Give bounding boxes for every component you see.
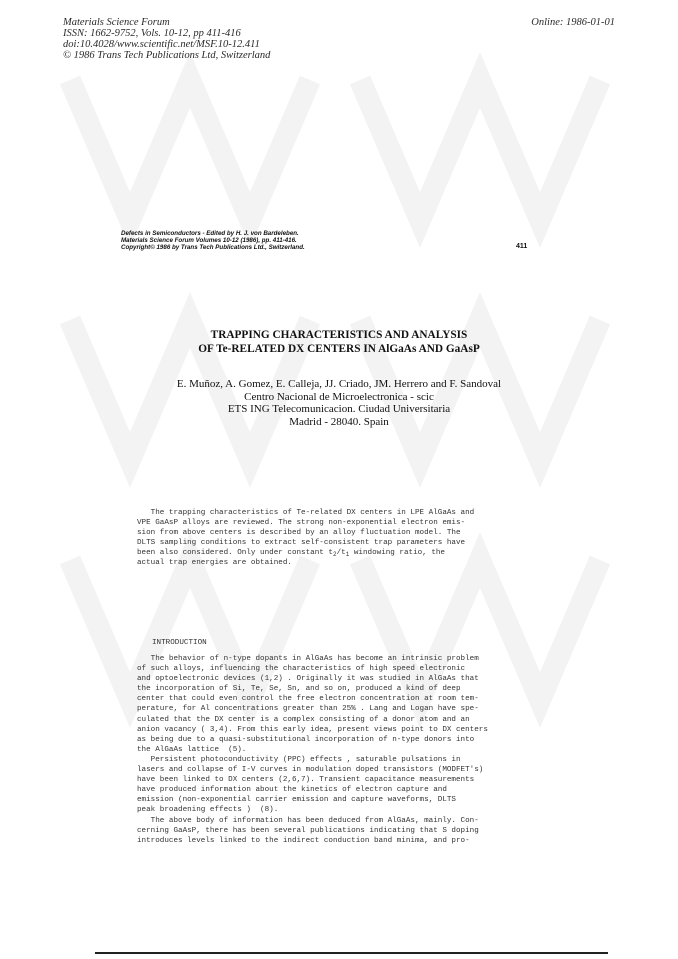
abstract: [137, 508, 474, 569]
body-line: and optoelectronic devices (1,2) . Originally it was studied in AlGaAs that: [137, 675, 479, 684]
section-heading: INTRODUCTION: [152, 639, 207, 647]
body-line: lasers and collapse of I-V curves in modulation doped transistors (MODFET's): [137, 766, 484, 775]
body-line: Persistent photoconductivity (PPC) effects , saturable pulsations in: [137, 755, 461, 764]
introduction-body: [137, 654, 488, 846]
body-line: The behavior of n-type dopants in AlGaAs has become an intrinsic problem: [137, 655, 479, 663]
body-line: as being due to a quasi-substitutional incorporation of n-type donors into: [137, 735, 475, 744]
proceedings-line: Copyright© 1986 by Trans Tech Publications Ltd., Switzerland.: [121, 243, 305, 251]
body-line: anion vacancy ( 3,4). From this early idea, present views point to DX centers: [137, 725, 488, 734]
affiliation: ETS ING Telecomunicacion. Ciudad Universitaria: [227, 403, 451, 415]
abstract-line: sion from above centers is described by an alloy fluctuation model. The: [137, 529, 461, 538]
doi-line: doi:10.4028/www.scientific.net/MSF.10-12.411: [63, 39, 260, 50]
paper-title: [0, 328, 678, 356]
footer-rule: [95, 952, 608, 954]
abstract-fragment: /t: [336, 549, 346, 558]
publication-info: [63, 17, 270, 61]
body-line: emission (non-exponential carrier emission and capture waveforms, DLTS: [137, 796, 456, 805]
copyright-line: © 1986 Trans Tech Publications Ltd, Switzerland: [63, 50, 271, 61]
address: Madrid - 28040. Spain: [289, 415, 389, 428]
body-line: the incorporation of Si, Te, Se, Sn, and so on, produced a kind of deep: [137, 685, 461, 694]
abstract-line: actual trap energies are obtained.: [137, 559, 292, 568]
abstract-line: been also considered. Only under constant t: [137, 549, 333, 558]
affiliation: Centro Nacional de Microelectronica - scic: [244, 390, 434, 403]
body-line: have been linked to DX centers (2,6,7). Transient capacitance measurements: [137, 776, 475, 785]
body-line: culated that the DX center is a complex consisting of a donor atom and an: [137, 715, 470, 724]
title-line-2: OF Te-RELATED DX CENTERS IN AlGaAs AND GaAsP: [198, 343, 480, 355]
issn-line: ISSN: 1662-9752, Vols. 10-12, pp 411-416: [63, 28, 241, 39]
body-line: The above body of information has been deduced from AlGaAs, mainly. Con-: [137, 816, 479, 825]
subscript: 1: [345, 551, 350, 559]
proceedings-note: [121, 231, 305, 251]
body-line: have produced information about the kinetics of electron capture and: [137, 786, 447, 795]
proceedings-line: Materials Science Forum Volumes 10-12 (1986), pp. 411-416.: [121, 236, 297, 244]
body-line: the AlGaAs lattice (5).: [137, 745, 247, 754]
proceedings-line: Defects in Semiconductors - Edited by H. J. von Bardeleben.: [121, 230, 299, 237]
author-block: [0, 378, 678, 428]
abstract-line: The trapping characteristics of Te-related DX centers in LPE AlGaAs and: [137, 509, 475, 517]
body-line: introduces levels linked to the indirect conduction band minima, and pro-: [137, 836, 470, 845]
body-line: of such alloys, influencing the characteristics of high speed electronic: [137, 665, 466, 674]
page-number: 411: [516, 243, 528, 250]
abstract-fragment: windowing ratio, the: [349, 549, 445, 558]
body-line: center that could even control the free electron concentration at room tem-: [137, 695, 479, 704]
subscript: 2: [332, 551, 337, 559]
online-date: Online: 1986-01-01: [531, 17, 615, 28]
abstract-line: VPE GaAsP alloys are reviewed. The strong non-exponential electron emis-: [137, 519, 466, 528]
abstract-line: DLTS sampling conditions to extract self-consistent trap parameters have: [137, 539, 466, 548]
title-line-1: TRAPPING CHARACTERISTICS AND ANALYSIS: [210, 329, 468, 341]
author-names: E. Muñoz, A. Gomez, E. Calleja, JJ. Criado, JM. Herrero and F. Sandoval: [176, 378, 502, 390]
body-line: peak broadening effects ) (8).: [137, 806, 279, 815]
body-line: perature, for Al concentrations greater than 25% . Lang and Logan have spe-: [137, 705, 479, 714]
body-line: cerning GaAsP, there has been several publications indicating that S doping: [137, 826, 479, 835]
journal-name: Materials Science Forum: [63, 17, 170, 28]
